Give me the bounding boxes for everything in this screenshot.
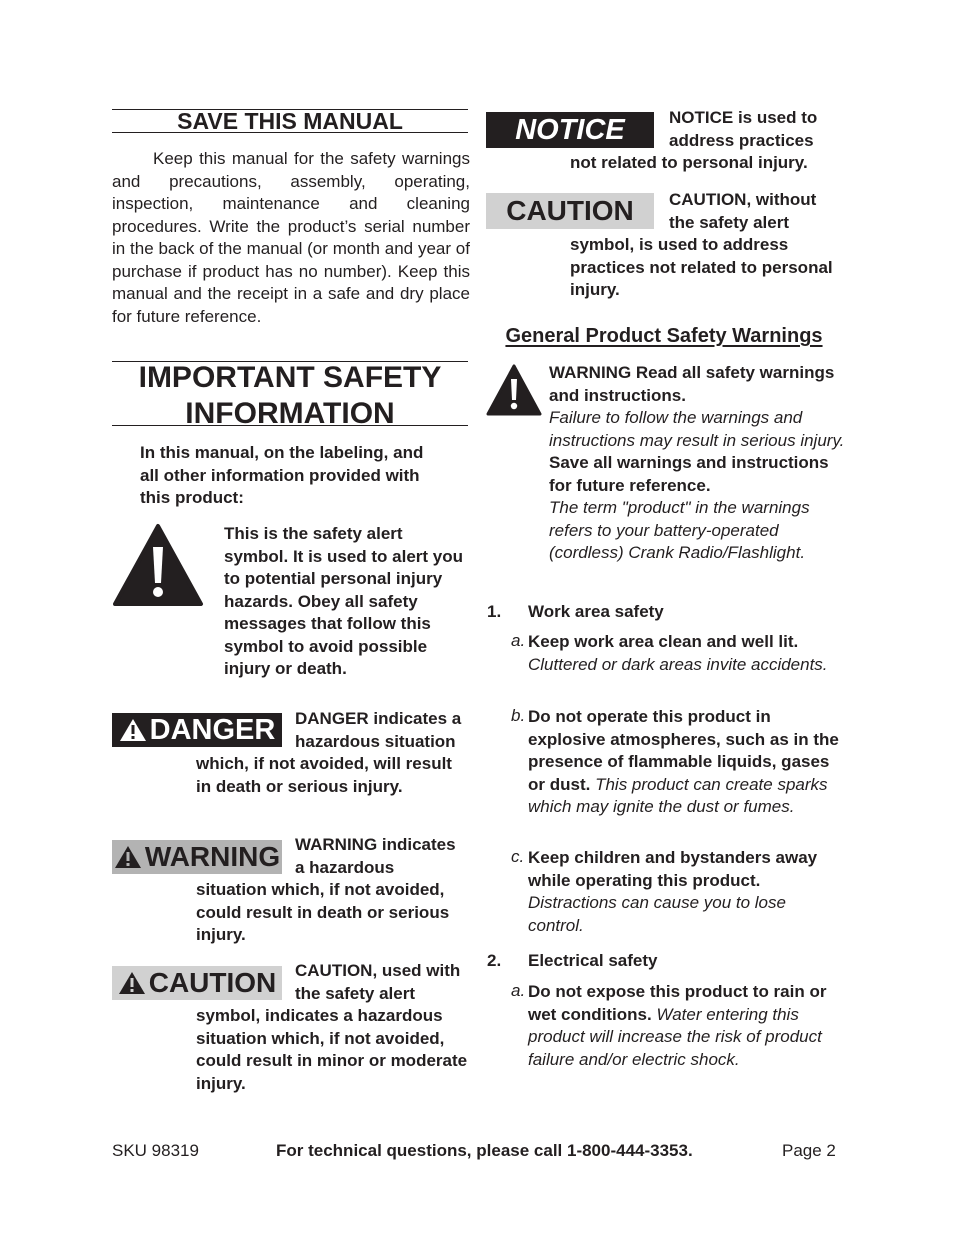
caution-no-alert-label: CAUTION (506, 195, 634, 226)
footer-page-number: Page 2 (782, 1141, 836, 1160)
important-safety-heading (112, 360, 468, 432)
save-heading-rule-bottom (112, 132, 468, 133)
item-1b-text (528, 706, 846, 819)
danger-text (196, 708, 468, 798)
notice-text-content: NOTICE is used to address practices not related to personal injury. (570, 108, 818, 172)
item-1a-bold: Keep work area clean and well lit. (528, 632, 799, 651)
important-heading-rule-bottom (112, 425, 468, 426)
item-1a-italic: Cluttered or dark areas invite accidents. (528, 654, 828, 674)
footer-sku: SKU 98319 (112, 1141, 199, 1160)
notice-label: NOTICE (515, 113, 625, 146)
item-1a-letter: a. (511, 631, 526, 650)
section-2-title: Electrical safety (528, 951, 658, 970)
footer-tech-phone: For technical questions, please call 1-800-444-3353. (276, 1141, 693, 1160)
caution-text (196, 960, 468, 1095)
item-1b-letter: b. (511, 706, 526, 725)
item-1c-letter: c. (511, 847, 525, 866)
save-manual-heading: SAVE THIS MANUAL (177, 108, 403, 134)
danger-label: DANGER (149, 713, 276, 746)
general-safety-heading: General Product Safety Warnings (505, 325, 823, 347)
item-1c-italic: Distractions can cause you to lose control. (528, 893, 786, 935)
danger-text-content: DANGER indicates a hazardous situation which, if not avoided, will result in death or serious injury. (196, 709, 462, 796)
alert-triangle-icon (119, 718, 147, 742)
important-heading-line1: IMPORTANT SAFETY (138, 361, 442, 394)
warning-text (196, 834, 468, 947)
general-warning-block (549, 362, 845, 565)
gw-italic-1: Failure to follow the warnings and instructions may result in serious injury. (549, 408, 845, 450)
item-1c-bold: Keep children and bystanders away while operating this product. (528, 848, 818, 890)
item-2a-bold: Do not expose this product to rain or wet conditions. (528, 982, 827, 1024)
caution-no-alert-text-content: CAUTION, without the safety alert symbol, is used to address practices not related to personal injury. (570, 190, 833, 299)
gw-italic-2: The term "product" in the warnings refers to your battery-operated (cordless) Crank Radio/Flashlight. (549, 498, 810, 562)
warning-triangle-icon (112, 523, 204, 607)
item-1c-text (528, 847, 846, 937)
caution-label: CAUTION (148, 967, 277, 998)
item-2a-italic: Water entering this product will increase the risk of product failure and/or electric shock. (528, 1004, 822, 1069)
gw-bold-2: Save all warnings and instructions for future reference. (549, 453, 829, 495)
item-1a-text (528, 631, 846, 676)
alert-triangle-icon (114, 845, 142, 869)
gw-bold-1: WARNING Read all safety warnings and instructions. (549, 363, 835, 405)
warning-label: WARNING (144, 841, 281, 872)
item-2a-text (528, 981, 846, 1071)
item-1b-bold: Do not operate this product in explosive atmospheres, such as in the presence of flammable liquids, gases or dust. (528, 707, 839, 794)
section-1-number: 1. (487, 602, 502, 621)
caution-no-alert-text (570, 189, 842, 302)
warning-triangle-icon (486, 364, 542, 416)
item-1b-italic: This product can create sparks which may ignite the dust or fumes. (528, 774, 828, 816)
important-heading-line2: INFORMATION (185, 397, 395, 430)
section-2-number: 2. (487, 951, 502, 970)
warning-text-content: WARNING indicates a hazardous situation which, if not avoided, could result in death or serious injury. (196, 835, 456, 944)
caution-text-content: CAUTION, used with the safety alert symbol, indicates a hazardous situation which, if not avoided, could result in minor or moderate injury. (196, 961, 468, 1093)
item-2a-letter: a. (511, 981, 526, 1000)
save-manual-body: Keep this manual for the safety warnings and precautions, assembly, operating, inspection, maintenance and cleaning procedures. Write the product’s serial number in the back of the manual (or month and year of purchase if product has no number). Keep this manual and the receipt in a safe and dry place for future reference. (112, 149, 470, 326)
alert-symbol-text: This is the safety alert symbol. It is used to alert you to potential personal injury hazards. Obey all safety messages that follow this symbol to avoid possible injury or death. (224, 524, 463, 678)
notice-text (570, 107, 842, 175)
alert-triangle-icon (118, 971, 146, 995)
intro-text: In this manual, on the labeling, and all other information provided with this product: (140, 443, 424, 507)
section-1-title: Work area safety (528, 602, 664, 621)
